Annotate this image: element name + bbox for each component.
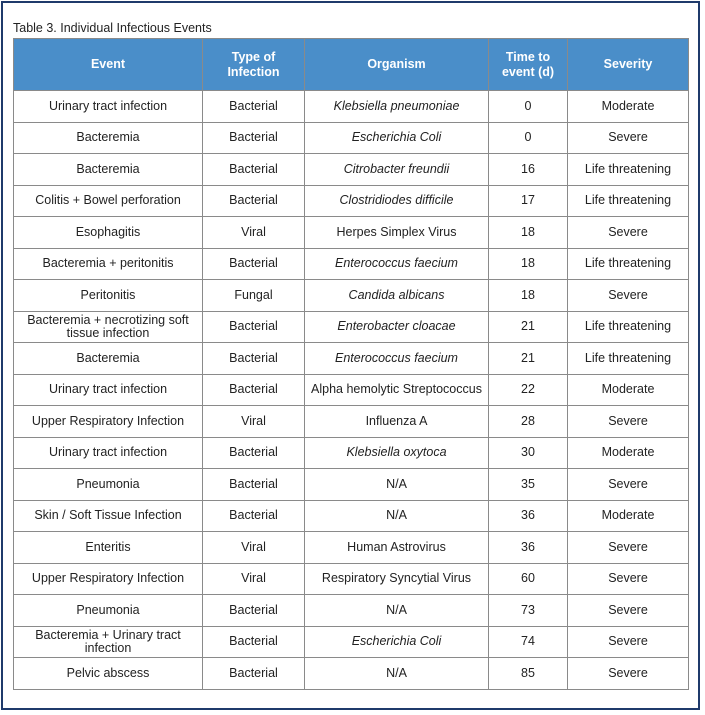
column-header-severity: Severity [568,39,689,91]
infection-type-cell: Bacterial [203,154,305,186]
table-row [14,500,689,532]
table-row [14,595,689,627]
event-cell: Pelvic abscess [14,658,203,690]
table-row [14,248,689,280]
organism-cell: Enterococcus faecium [305,248,489,280]
organism-cell: Alpha hemolytic Streptococcus [305,374,489,406]
time-to-event-cell: 17 [489,185,568,217]
infection-type-cell: Bacterial [203,469,305,501]
organism-cell: Influenza A [305,406,489,438]
table-row [14,374,689,406]
organism-cell: N/A [305,469,489,501]
severity-cell: Severe [568,469,689,501]
time-to-event-cell: 36 [489,532,568,564]
organism-cell: Clostridiodes difficile [305,185,489,217]
infection-type-cell: Bacterial [203,595,305,627]
infection-type-cell: Bacterial [203,311,305,343]
event-cell: Bacteremia [14,343,203,375]
severity-cell: Life threatening [568,154,689,186]
infection-type-cell: Viral [203,563,305,595]
column-header-time: Time to event (d) [489,39,568,91]
severity-cell: Severe [568,626,689,658]
column-header-event: Event [14,39,203,91]
time-to-event-cell: 16 [489,154,568,186]
organism-cell: N/A [305,595,489,627]
table-row [14,91,689,123]
organism-cell: Citrobacter freundii [305,154,489,186]
severity-cell: Life threatening [568,185,689,217]
time-to-event-cell: 22 [489,374,568,406]
time-to-event-cell: 28 [489,406,568,438]
table-row [14,406,689,438]
severity-cell: Moderate [568,374,689,406]
severity-cell: Severe [568,595,689,627]
table-row [14,343,689,375]
event-cell: Bacteremia + peritonitis [14,248,203,280]
severity-cell: Severe [568,217,689,249]
event-cell: Pneumonia [14,595,203,627]
infection-type-cell: Viral [203,406,305,438]
time-to-event-cell: 74 [489,626,568,658]
event-cell: Urinary tract infection [14,374,203,406]
time-to-event-cell: 30 [489,437,568,469]
severity-cell: Severe [568,658,689,690]
table-row [14,658,689,690]
organism-cell: Candida albicans [305,280,489,312]
severity-cell: Life threatening [568,343,689,375]
organism-cell: Escherichia Coli [305,626,489,658]
event-cell: Peritonitis [14,280,203,312]
organism-cell: Klebsiella pneumoniae [305,91,489,123]
time-to-event-cell: 18 [489,280,568,312]
infectious-events-table [13,38,689,690]
infection-type-cell: Bacterial [203,374,305,406]
event-cell: Bacteremia [14,154,203,186]
time-to-event-cell: 0 [489,91,568,123]
infection-type-cell: Bacterial [203,248,305,280]
organism-cell: Respiratory Syncytial Virus [305,563,489,595]
table-row [14,311,689,343]
infection-type-cell: Viral [203,532,305,564]
table-row [14,437,689,469]
table-row [14,185,689,217]
table-row [14,563,689,595]
time-to-event-cell: 85 [489,658,568,690]
event-cell: Colitis + Bowel perforation [14,185,203,217]
time-to-event-cell: 21 [489,343,568,375]
infection-type-cell: Fungal [203,280,305,312]
organism-cell: N/A [305,500,489,532]
severity-cell: Severe [568,563,689,595]
time-to-event-cell: 0 [489,122,568,154]
organism-cell: Herpes Simplex Virus [305,217,489,249]
organism-cell: Escherichia Coli [305,122,489,154]
time-to-event-cell: 73 [489,595,568,627]
table-row [14,626,689,658]
time-to-event-cell: 36 [489,500,568,532]
table-row [14,280,689,312]
organism-cell: Klebsiella oxytoca [305,437,489,469]
event-cell: Skin / Soft Tissue Infection [14,500,203,532]
table-row [14,469,689,501]
infection-type-cell: Viral [203,217,305,249]
table-caption: Table 3. Individual Infectious Events [13,21,212,35]
severity-cell: Severe [568,532,689,564]
severity-cell: Moderate [568,91,689,123]
column-header-organism: Organism [305,39,489,91]
infection-type-cell: Bacterial [203,500,305,532]
time-to-event-cell: 35 [489,469,568,501]
infection-type-cell: Bacterial [203,122,305,154]
infection-type-cell: Bacterial [203,185,305,217]
severity-cell: Severe [568,280,689,312]
infection-type-cell: Bacterial [203,658,305,690]
severity-cell: Severe [568,406,689,438]
severity-cell: Severe [568,122,689,154]
event-cell: Urinary tract infection [14,91,203,123]
event-cell: Pneumonia [14,469,203,501]
infection-type-cell: Bacterial [203,437,305,469]
table-row [14,154,689,186]
event-cell: Bacteremia + necrotizing soft tissue infection [14,311,203,343]
severity-cell: Moderate [568,500,689,532]
table-row [14,217,689,249]
event-cell: Upper Respiratory Infection [14,563,203,595]
infection-type-cell: Bacterial [203,626,305,658]
table-row [14,532,689,564]
table-row [14,122,689,154]
severity-cell: Moderate [568,437,689,469]
event-cell: Enteritis [14,532,203,564]
organism-cell: Human Astrovirus [305,532,489,564]
time-to-event-cell: 18 [489,217,568,249]
table-body [14,91,689,690]
event-cell: Upper Respiratory Infection [14,406,203,438]
severity-cell: Life threatening [568,311,689,343]
time-to-event-cell: 18 [489,248,568,280]
event-cell: Bacteremia [14,122,203,154]
organism-cell: Enterobacter cloacae [305,311,489,343]
event-cell: Urinary tract infection [14,437,203,469]
organism-cell: Enterococcus faecium [305,343,489,375]
event-cell: Esophagitis [14,217,203,249]
infection-type-cell: Bacterial [203,91,305,123]
event-cell: Bacteremia + Urinary tract infection [14,626,203,658]
organism-cell: N/A [305,658,489,690]
time-to-event-cell: 60 [489,563,568,595]
column-header-type: Type of Infection [203,39,305,91]
infection-type-cell: Bacterial [203,343,305,375]
severity-cell: Life threatening [568,248,689,280]
time-to-event-cell: 21 [489,311,568,343]
header-row [14,39,689,91]
